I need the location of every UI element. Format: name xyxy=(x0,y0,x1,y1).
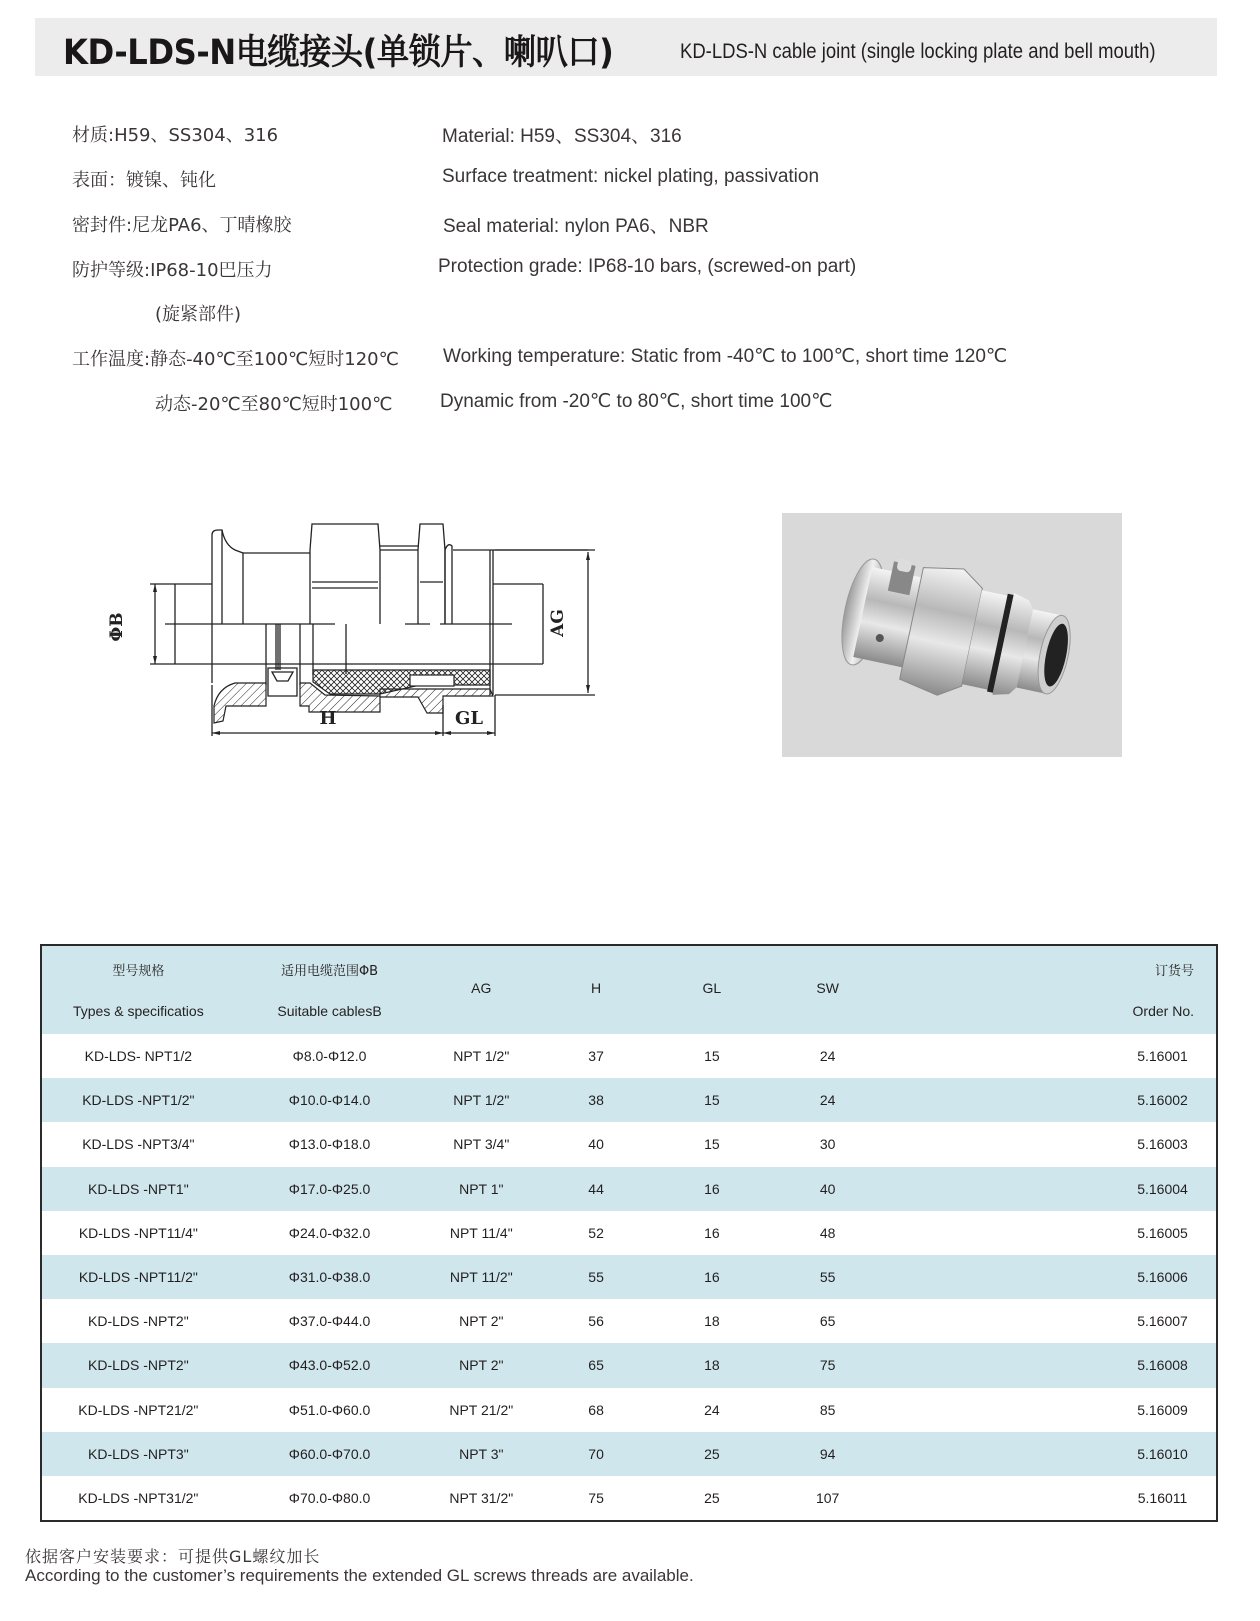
cell-cable: Φ37.0-Φ44.0 xyxy=(288,1313,371,1330)
cell-spacer xyxy=(886,1078,1110,1122)
cell-ag: NPT 21/2" xyxy=(449,1401,514,1418)
spec-seal-cn: 密封件:尼龙PA6、丁晴橡胶 xyxy=(72,215,292,236)
cell-gl: 18 xyxy=(704,1357,720,1374)
cell-spacer xyxy=(886,1432,1110,1476)
cell-h: 38 xyxy=(588,1092,604,1109)
header-cable-en: Suitable cablesB xyxy=(277,1003,382,1019)
header-h-label: H xyxy=(591,980,602,996)
label-gl: GL xyxy=(454,708,484,729)
table-row xyxy=(41,1432,1217,1476)
header-sw xyxy=(770,945,886,1034)
cell-sw: 85 xyxy=(819,1401,836,1418)
hatched-sections xyxy=(214,670,493,723)
cell-cable: Φ70.0-Φ80.0 xyxy=(288,1489,371,1506)
cell-type: KD-LDS -NPT3" xyxy=(88,1445,189,1462)
cell-sw: 107 xyxy=(815,1489,840,1506)
cell-gl: 18 xyxy=(704,1313,720,1330)
cell-h: 70 xyxy=(588,1445,604,1462)
cell-type: KD-LDS -NPT1" xyxy=(88,1180,189,1197)
header-order-cn: 订货号 xyxy=(1154,964,1194,979)
cell-order: 5.16002 xyxy=(1137,1092,1188,1109)
cell-ag: NPT 11/4" xyxy=(449,1224,513,1241)
header-sw-label: SW xyxy=(816,980,839,996)
spec-seal-en: Seal material: nylon PA6、NBR xyxy=(443,216,709,237)
spec-temperature-cn: 工作温度:静态-40℃至100℃短时120℃ xyxy=(72,349,399,370)
label-ag: AG xyxy=(548,609,568,637)
cell-order: 5.16005 xyxy=(1137,1224,1188,1241)
cell-gl: 25 xyxy=(704,1445,720,1462)
table-row xyxy=(41,1299,1217,1343)
cell-spacer xyxy=(886,1122,1110,1166)
header-type-cn: 型号规格 xyxy=(112,964,165,979)
cell-gl: 24 xyxy=(704,1401,720,1418)
cell-type: KD-LDS -NPT2" xyxy=(88,1313,189,1330)
header-gl xyxy=(654,945,770,1034)
header-gap xyxy=(886,945,1110,1034)
table-row xyxy=(41,1343,1217,1387)
label-phi-b: ΦB xyxy=(107,612,127,642)
cell-ag: NPT 11/2" xyxy=(449,1269,513,1286)
cell-gl: 15 xyxy=(704,1136,720,1153)
cell-order: 5.16009 xyxy=(1137,1401,1188,1418)
cell-spacer xyxy=(886,1388,1110,1432)
table-row xyxy=(41,1388,1217,1432)
header-cable-cn: 适用电缆范围ΦB xyxy=(280,964,379,979)
title-bar xyxy=(35,18,1217,76)
table-row xyxy=(41,1078,1217,1122)
cell-cable: Φ24.0-Φ32.0 xyxy=(288,1224,371,1241)
page-subtitle: KD-LDS-N cable joint (single locking plate and bell mouth) xyxy=(680,40,1156,63)
cell-type: KD-LDS -NPT11/2" xyxy=(78,1269,198,1286)
cell-h: 56 xyxy=(588,1313,604,1330)
cell-type: KD-LDS -NPT2" xyxy=(88,1357,189,1374)
header-order-en: Order No. xyxy=(1132,1003,1194,1019)
cell-order: 5.16011 xyxy=(1137,1489,1188,1506)
cell-spacer xyxy=(886,1034,1110,1078)
cell-order: 5.16008 xyxy=(1137,1357,1188,1374)
page-title: KD-LDS-N电缆接头(单锁片、喇叭口) xyxy=(63,33,614,73)
header-gl-label: GL xyxy=(702,980,722,996)
label-h: H xyxy=(319,708,337,729)
cell-type: KD-LDS- NPT1/2 xyxy=(84,1048,193,1065)
header-type-en: Types & specificatios xyxy=(72,1003,204,1019)
spec-material-cn: 材质:H59、SS304、316 xyxy=(72,125,279,146)
cell-sw: 48 xyxy=(819,1224,836,1241)
cell-h: 37 xyxy=(588,1048,604,1065)
cell-ag: NPT 3/4" xyxy=(453,1136,510,1153)
cell-spacer xyxy=(886,1211,1110,1255)
table-row xyxy=(41,1476,1217,1521)
table-row xyxy=(41,1167,1217,1211)
cell-gl: 16 xyxy=(704,1224,720,1241)
spec-surface-cn: 表面：镀镍、钝化 xyxy=(72,170,216,191)
cell-order: 5.16010 xyxy=(1137,1445,1188,1462)
cell-sw: 55 xyxy=(819,1269,836,1286)
header-ag xyxy=(424,945,538,1034)
cell-h: 40 xyxy=(588,1136,604,1153)
spec-dynamic-en: Dynamic from -20℃ to 80℃, short time 100℃ xyxy=(440,391,833,412)
cell-type: KD-LDS -NPT31/2" xyxy=(78,1489,199,1506)
cell-cable: Φ31.0-Φ38.0 xyxy=(288,1269,371,1286)
cell-ag: NPT 2" xyxy=(459,1357,504,1374)
cell-type: KD-LDS -NPT21/2" xyxy=(78,1401,199,1418)
table-body xyxy=(41,1034,1217,1521)
cell-cable: Φ10.0-Φ14.0 xyxy=(288,1092,371,1109)
cell-spacer xyxy=(886,1255,1110,1299)
spec-protection-cn: 防护等级:IP68-10巴压力 xyxy=(72,260,273,281)
cell-type: KD-LDS -NPT1/2" xyxy=(82,1092,195,1109)
header-cable xyxy=(235,945,425,1034)
cell-cable: Φ43.0-Φ52.0 xyxy=(288,1357,371,1374)
footer-note-en: According to the customer’s requirements the extended GL screws threads are available. xyxy=(25,1566,694,1585)
cell-cable: Φ60.0-Φ70.0 xyxy=(288,1445,371,1462)
cell-sw: 24 xyxy=(819,1048,836,1065)
spec-surface-en: Surface treatment: nickel plating, passivation xyxy=(442,166,820,187)
header-type xyxy=(41,945,235,1034)
cell-ag: NPT 31/2" xyxy=(449,1489,514,1506)
cell-gl: 15 xyxy=(704,1048,720,1065)
cell-ag: NPT 2" xyxy=(459,1313,504,1330)
cell-order: 5.16007 xyxy=(1137,1313,1188,1330)
header-ag-label: AG xyxy=(471,980,492,996)
cell-gl: 16 xyxy=(704,1269,720,1286)
cell-gl: 15 xyxy=(704,1092,720,1109)
header-h xyxy=(538,945,654,1034)
spec-table xyxy=(40,944,1218,1522)
cell-ag: NPT 1/2" xyxy=(453,1048,510,1065)
cell-gl: 16 xyxy=(704,1180,720,1197)
cell-h: 44 xyxy=(588,1180,604,1197)
cell-type: KD-LDS -NPT3/4" xyxy=(82,1136,195,1153)
cell-sw: 65 xyxy=(819,1313,836,1330)
cell-spacer xyxy=(886,1476,1110,1521)
table-row xyxy=(41,1211,1217,1255)
cell-spacer xyxy=(886,1343,1110,1387)
footer-note-cn: 依据客户安装要求：可提供GL螺纹加长 xyxy=(25,1547,321,1566)
cell-ag: NPT 1" xyxy=(459,1180,504,1197)
cell-cable: Φ51.0-Φ60.0 xyxy=(288,1401,371,1418)
cell-h: 75 xyxy=(588,1489,604,1506)
table-row xyxy=(41,1122,1217,1166)
cell-cable: Φ17.0-Φ25.0 xyxy=(288,1180,371,1197)
cell-sw: 75 xyxy=(819,1357,836,1374)
table-row xyxy=(41,1034,1217,1078)
spec-protection-cn-note: (旋紧部件) xyxy=(155,304,242,325)
cell-ag: NPT 3" xyxy=(459,1445,504,1462)
cell-sw: 24 xyxy=(819,1092,836,1109)
cell-sw: 94 xyxy=(819,1445,836,1462)
cable-gland-photo-icon xyxy=(782,513,1122,757)
cell-ag: NPT 1/2" xyxy=(453,1092,510,1109)
cell-type: KD-LDS -NPT11/4" xyxy=(78,1224,198,1241)
cell-sw: 30 xyxy=(819,1136,836,1153)
cell-h: 55 xyxy=(588,1269,604,1286)
spec-protection-en: Protection grade: IP68-10 bars, (screwed-on part) xyxy=(438,256,857,277)
cell-order: 5.16001 xyxy=(1137,1048,1188,1065)
cell-spacer xyxy=(886,1167,1110,1211)
product-photo xyxy=(782,513,1122,757)
cell-cable: Φ13.0-Φ18.0 xyxy=(288,1136,371,1153)
cell-sw: 40 xyxy=(819,1180,836,1197)
cell-order: 5.16004 xyxy=(1137,1180,1188,1197)
technical-drawing xyxy=(100,490,610,750)
spec-material-en: Material: H59、SS304、316 xyxy=(442,126,682,147)
header-order xyxy=(1109,945,1217,1034)
table-header xyxy=(41,945,1217,1034)
cell-order: 5.16006 xyxy=(1137,1269,1188,1286)
spec-dynamic-cn: 动态-20℃至80℃短时100℃ xyxy=(155,394,393,415)
cell-order: 5.16003 xyxy=(1137,1136,1188,1153)
cell-cable: Φ8.0-Φ12.0 xyxy=(292,1048,367,1065)
cell-gl: 25 xyxy=(704,1489,720,1506)
table-row xyxy=(41,1255,1217,1299)
cell-h: 65 xyxy=(588,1357,604,1374)
cell-spacer xyxy=(886,1299,1110,1343)
cell-h: 68 xyxy=(588,1401,604,1418)
spec-temperature-en: Working temperature: Static from -40℃ to 100℃, short time 120℃ xyxy=(443,346,1008,367)
cell-h: 52 xyxy=(588,1224,604,1241)
